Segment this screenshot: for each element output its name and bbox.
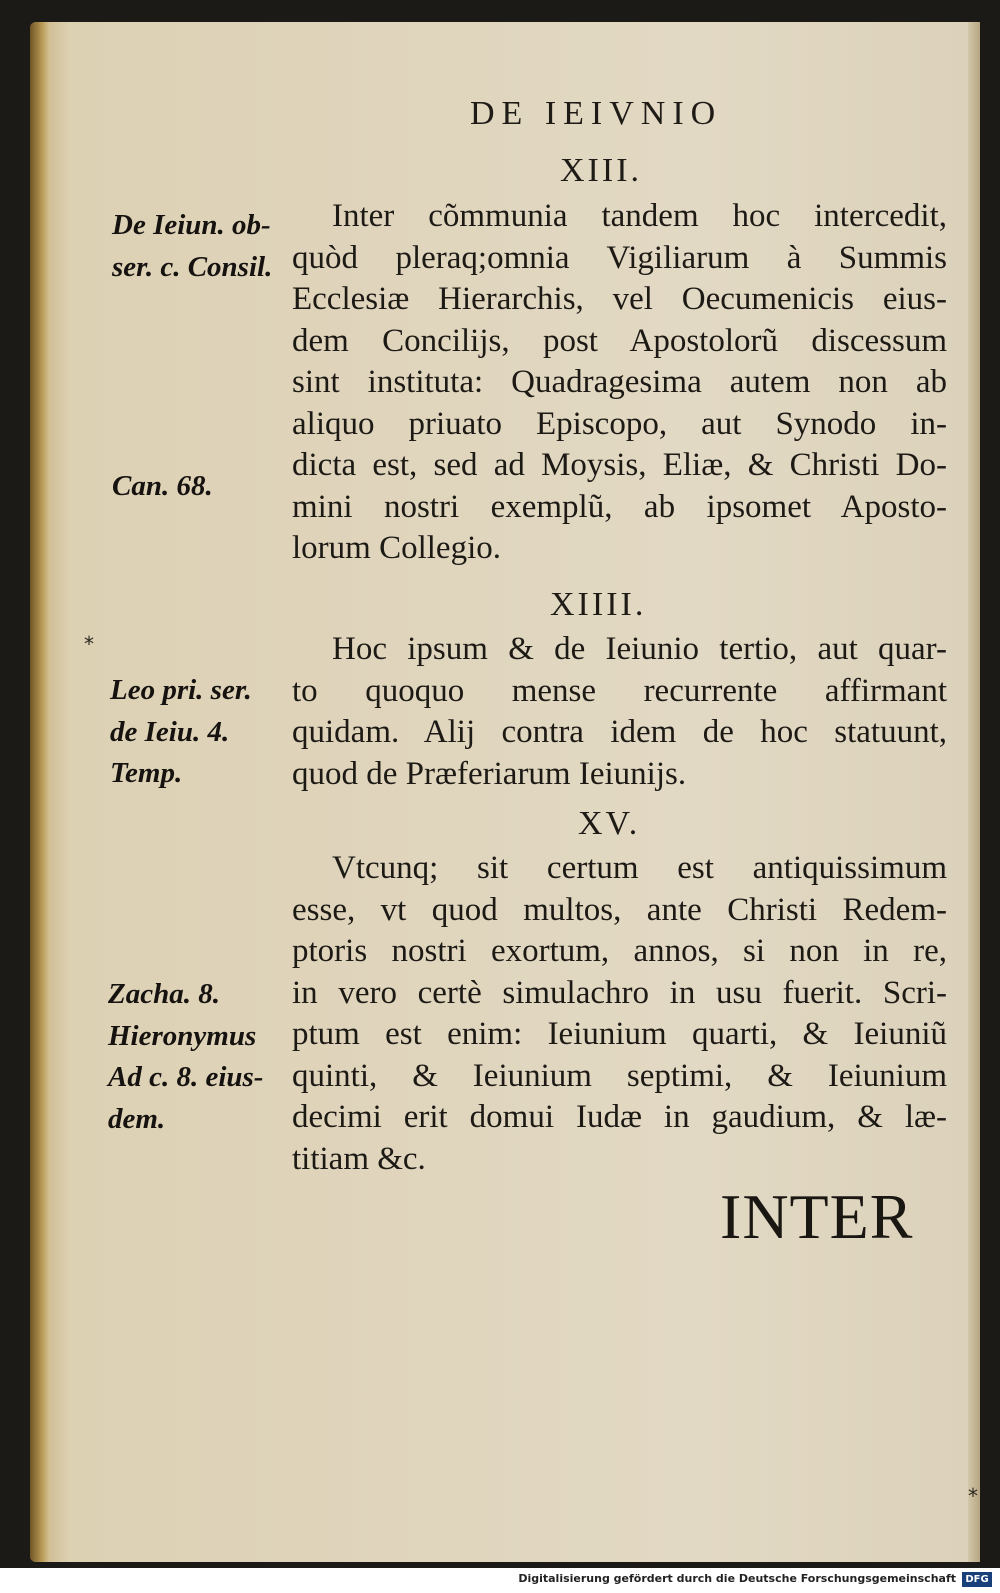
asterisk-mark: * [84,632,94,656]
text-line: mini nostri exemplũ, ab ipsomet Aposto- [292,488,947,525]
margin-note-line: Zacha. 8. [108,978,220,1010]
margin-note-line: Ad c. 8. eius- [108,1061,264,1093]
margin-note [110,670,252,795]
footer-credit: Digitalisierung gefördert durch die Deutsche Forschungsgemeinschaft [518,1572,956,1585]
margin-note-line: de Ieiu. 4. [110,715,230,748]
text-line: Ecclesiæ Hierarchis, vel Oecumenicis eius- [292,281,947,317]
text-line: esse, vt quod multos, ante Christi Redem- [292,891,947,928]
text-line: titiam &c. [292,1140,426,1177]
text-line: Vtcunq; sit certum est antiquissimum [332,850,947,886]
margin-note [108,974,263,1140]
text-line: Inter cõmmunia tandem hoc intercedit, [332,198,947,234]
text-line: quinti, & Ieiunium septimi, & Ieiunium [292,1057,947,1094]
margin-note [112,466,213,508]
section-number: XIII. [560,152,643,189]
text-line: quidam. Alij contra idem de hoc statuunt, [292,714,947,750]
text-line: in vero certè simulachro in usu fuerit. Scri- [292,974,947,1011]
catchword: INTER [720,1181,914,1252]
margin-note-line: Leo pri. ser. [110,674,252,706]
margin-note-line: Can. 68. [112,470,213,502]
text-line: lorum Collegio. [292,530,501,566]
paragraph [292,848,947,1180]
text-line: decimi erit domui Iudæ in gaudium, & læ- [292,1099,947,1135]
margin-note-line: dem. [108,1102,166,1135]
paragraph [292,629,947,795]
gilt-edge [30,22,50,1562]
text-line: quòd pleraq;omnia Vigiliarum à Summis [292,239,947,276]
paragraph [292,196,947,570]
text-line: quod de Præferiarum Ieiunijs. [292,755,687,792]
text-line: Hoc ipsum & de Ieiunio tertio, aut quar- [332,631,947,667]
section-number: XV. [578,805,641,842]
asterisk-mark: * [968,1484,978,1508]
footer-strip [0,1568,1000,1593]
text-line: dicta est, sed ad Moysis, Eliæ, & Christi Do- [292,447,947,483]
running-head: DE IEIVNIO [470,95,723,132]
text-line: aliquo priuato Episcopo, aut Synodo in- [292,405,947,442]
margin-note-line: Temp. [110,757,183,789]
text-line: ptum est enim: Ieiunium quarti, & Ieiuniũ [292,1016,947,1052]
margin-note-line: ser. c. Consil. [112,250,273,283]
text-line: sint instituta: Quadragesima autem non ab [292,364,947,400]
margin-note-line: De Ieiun. ob- [112,209,271,241]
margin-note-line: Hieronymus [108,1019,257,1052]
text-line: to quoquo mense recurrente affirmant [292,672,947,709]
text-line: ptoris nostri exortum, annos, si non in re, [292,933,947,969]
dfg-logo: DFG [962,1572,992,1587]
section-number: XIIII. [550,586,647,623]
text-line: dem Concilijs, post Apostolorũ discessum [292,322,947,359]
margin-note [112,205,272,288]
page-edge [968,22,980,1562]
